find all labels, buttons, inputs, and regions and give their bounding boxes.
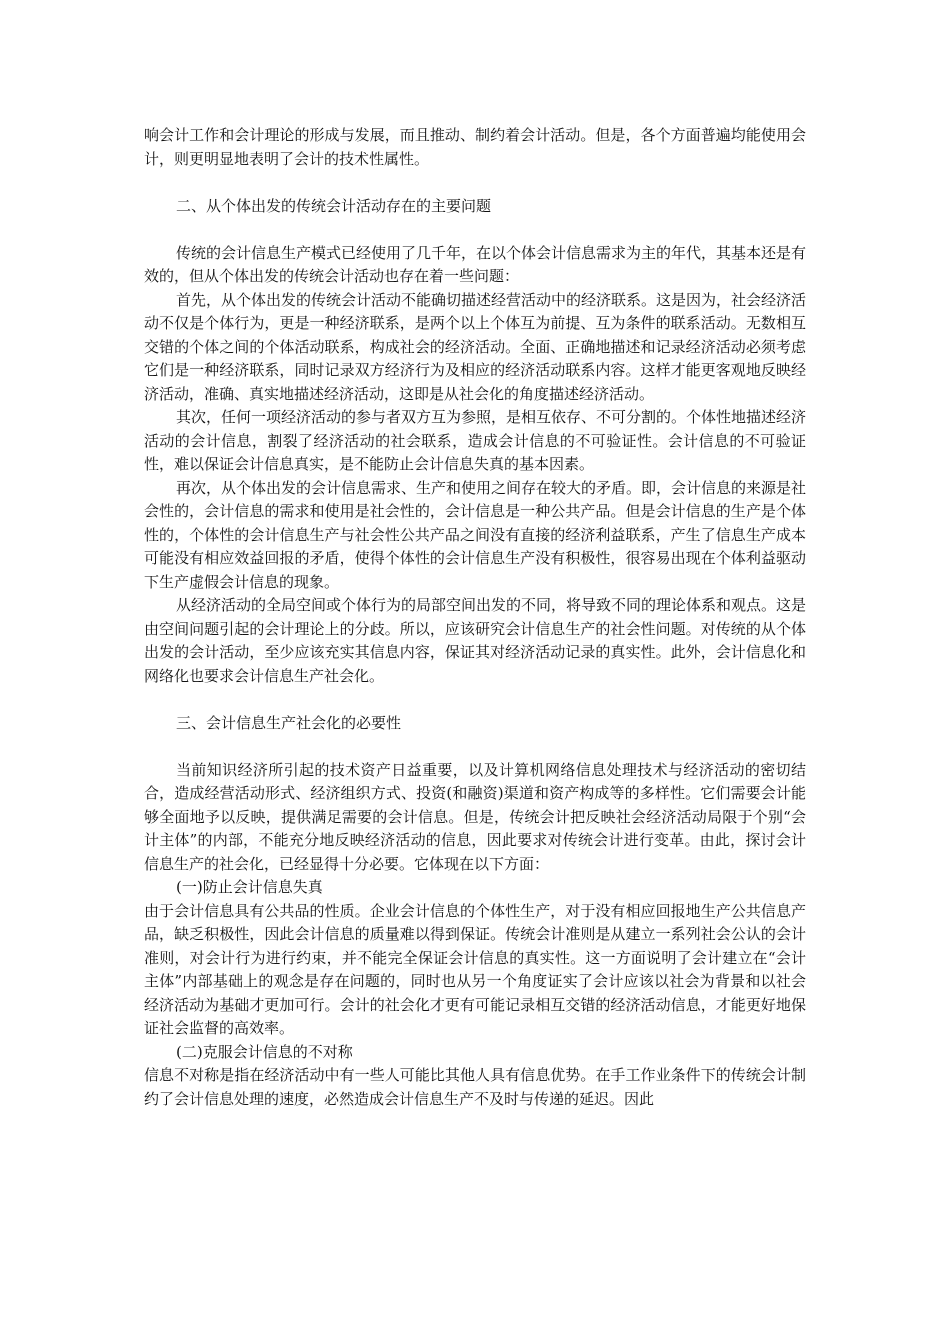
paragraph-distortion: 由于会计信息具有公共品的性质。企业会计信息的个体性生产，对于没有相应回报地生产公共信息产品，缺乏积极性，因此会计信息的质量难以得到保证。传统会计准则是从建立一系列社会公认的会计准则，对会计行为进行约束，并不能完全保证会计信息的真实性。这一方面说明了会计建立在“会计主体”内部基础上的观念是存在问题的，同时也从另一个角度证实了会计应该以社会为背景和以社会经济活动为基础才更加可行。会计的社会化才更有可能记录相互交错的经济活动信息，才能更好地保证社会监督的高效率。 (144, 901, 806, 1037)
paragraph-second: 其次，任何一项经济活动的参与者双方互为参照，是相互依存、不可分割的。个体性地描述经济活动的会计信息，割裂了经济活动的社会联系，造成会计信息的不可验证性。会计信息的不可验证性，难以保证会计信息真实，是不能防止会计信息失真的基本因素。 (144, 408, 807, 473)
paragraph-third: 再次，从个体出发的会计信息需求、生产和使用之间存在较大的矛盾。即，会计信息的来源是社会性的，会计信息的需求和使用是社会性的，会计信息是一种公共产品。但是会计信息的生产是个体性的，个体性的会计信息生产与社会性公共产品之间没有直接的经济利益联系，产生了信息生产成本可能没有相应效益回报的矛盾，使得个体性的会计信息生产没有积极性，很容易出现在个体利益驱动下生产虚假会计信息的现象。 (144, 478, 807, 591)
paragraph-first: 首先，从个体出发的传统会计活动不能确切描述经营活动中的经济联系。这是因为，社会经济活动不仅是个体行为，更是一种经济联系，是两个以上个体互为前提、互为条件的联系活动。无数相互交错的个体之间的个体活动联系，构成社会的经济活动。全面、正确地描述和记录经济活动必须考虑它们是一种经济联系，同时记录双方经济行为及相应的经济活动联系内容。这样才能更客观地反映经济活动，准确、真实地描述经济活动，这即是从社会化的角度描述经济活动。 (144, 290, 807, 403)
section-heading-2: 二、从个体出发的传统会计活动存在的主要问题 (176, 196, 492, 215)
paragraph-continued: 响会计工作和会计理论的形成与发展，而且推动、制约着会计活动。但是，各个方面普遍均能使用会计，则更明显地表明了会计的技术性属性。 (144, 126, 806, 168)
subheading-1: (一)防止会计信息失真 (176, 878, 323, 896)
paragraph-asymmetry: 信息不对称是指在经济活动中有一些人可能比其他人具有信息优势。在手工作业条件下的传统会计制约了会计信息处理的速度，必然造成会计信息生产不及时与传递的延迟。因此 (144, 1066, 806, 1108)
paragraph-necessity: 当前知识经济所引起的技术资产日益重要，以及计算机网络信息处理技术与经济活动的密切结合，造成经营活动形式、经济组织方式、投资(和融资)渠道和资产构成等的多样性。它们需要会计能够全面地予以反映，提供满足需要的会计信息。但是，传统会计把反映社会经济活动局限于个别“会计主体”的内部，不能充分地反映经济活动的信息，因此要求对传统会计进行变革。由此，探讨会计信息生产的社会化，已经显得十分必要。它体现在以下方面： (144, 760, 806, 873)
document-page (144, 124, 806, 1111)
section-heading-3: 三、会计信息生产社会化的必要性 (176, 713, 402, 732)
paragraph-summary: 从经济活动的全局空间或个体行为的局部空间出发的不同，将导致不同的理论体系和观点。这是由空间问题引起的会计理论上的分歧。所以，应该研究会计信息生产的社会性问题。对传统的从个体出发的会计活动，至少应该充实其信息内容，保证其对经济活动记录的真实性。此外，会计信息化和网络化也要求会计信息生产社会化。 (144, 596, 807, 685)
paragraph-intro: 传统的会计信息生产模式已经使用了几千年，在以个体会计信息需求为主的年代，其基本还是有效的，但从个体出发的传统会计活动也存在着一些问题： (144, 243, 807, 285)
subheading-2: (二)克服会计信息的不对称 (176, 1042, 353, 1061)
